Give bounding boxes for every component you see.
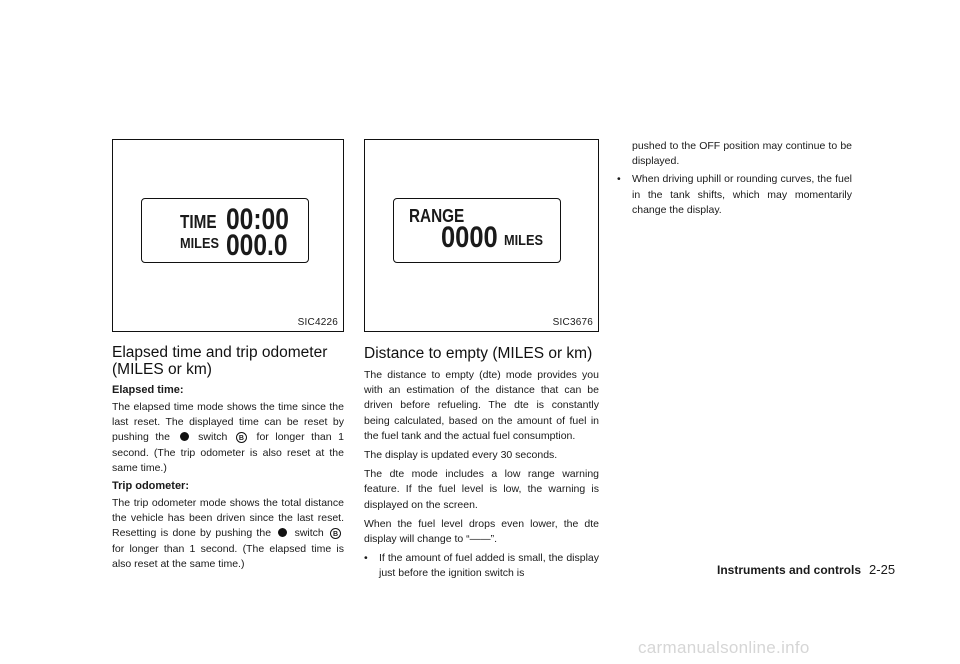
list-item: pushed to the OFF position may continue to be displayed. — [632, 140, 852, 168]
button-a-icon — [278, 528, 287, 537]
lcd-display-range — [393, 198, 561, 263]
list-item: • When driving uphill or rounding curves, the fuel in the tank shifts, which may momentarily change the display. — [617, 173, 852, 216]
button-b-icon: B — [330, 528, 341, 539]
paragraph-trip-odometer: The trip odometer mode shows the total distance the vehicle has been driven since the last reset. Resetting is done by pushing the switch B for longer than 1 second. (The elapsed time is also reset at the same time.) — [112, 497, 344, 570]
display-label-miles: MILES — [180, 235, 219, 252]
column-left — [112, 139, 344, 576]
figure-code: SIC3676 — [552, 317, 593, 328]
page-footer — [717, 562, 895, 577]
list-item: • If the amount of fuel added is small, the display just before the ignition switch is — [364, 552, 599, 580]
subheading-elapsed-time: Elapsed time: — [112, 384, 184, 396]
display-label-miles: MILES — [504, 232, 543, 249]
paragraph-elapsed-time: The elapsed time mode shows the time since the last reset. The displayed time can be reset by pushing the switch B for longer than 1 second. (The trip odometer is also reset at the same time.) — [112, 401, 345, 474]
paragraph-dte-lower: When the fuel level drops even lower, the dte display will change to “——”. — [364, 517, 599, 546]
button-a-icon — [180, 432, 189, 441]
display-label-range: RANGE — [409, 206, 465, 226]
figure-range-display — [364, 139, 599, 332]
button-b-icon: B — [236, 432, 247, 443]
page-number: 2-25 — [869, 562, 896, 577]
paragraph-dte-update: The display is updated every 30 seconds. — [364, 449, 558, 462]
display-label-time: TIME — [180, 212, 217, 232]
bullet-marker: • — [617, 173, 621, 186]
bullet-list — [364, 551, 599, 581]
paragraph-dte-warning: The dte mode includes a low range warning feature. If the fuel level is low, the warning is displayed on the screen. — [364, 468, 599, 511]
display-value-range: 0000 — [441, 221, 498, 254]
bullet-list — [617, 139, 852, 218]
bullet-marker: • — [364, 552, 368, 565]
column-right — [617, 139, 852, 221]
subheading-trip-odometer: Trip odometer: — [112, 480, 190, 493]
figure-code: SIC4226 — [297, 317, 338, 328]
display-value-miles: 000.0 — [226, 229, 288, 262]
lcd-display-time-miles — [141, 198, 309, 263]
display-value-time: 00:00 — [226, 203, 289, 236]
column-middle — [364, 139, 599, 585]
figure-elapsed-time-display — [112, 139, 344, 332]
section-heading-elapsed-time: Elapsed time and trip odometer (MILES or km) — [112, 344, 328, 378]
watermark: carmanualsonline.info — [638, 638, 810, 657]
footer-section-title: Instruments and controls — [717, 563, 862, 577]
paragraph-dte-intro: The distance to empty (dte) mode provides you with an estimation of the distance that can be driven before refueling. The dte is constantly being calculated, based on the amount of fuel in the fuel tank and the actual fuel consumption. — [364, 369, 599, 442]
section-heading-distance-to-empty: Distance to empty (MILES or km) — [364, 345, 593, 362]
